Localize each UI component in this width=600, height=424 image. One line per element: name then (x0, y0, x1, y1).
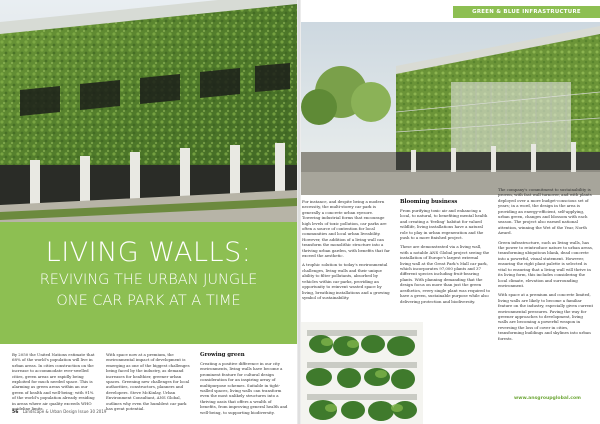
left-column-2 (106, 352, 192, 415)
planter-photo (301, 322, 423, 424)
paragraph: With space now at a premium, the environmental impact of development is emerging as one of the biggest challenges being faced by the industry, as demand increases for healthier, greener urban spaces. Greening new challenges for local authorities, constructors, planners and developers. Steve McKinlay, Urban Environment Consultant, ANS Global, outlines why even the humblest car park has great potential. (106, 352, 190, 412)
paragraph: From purifying toxic air and enhancing a local, to natural, to benefiting mental health and creating a 'feeling' habitat for valued wildlife, living installations have a natural role to play in urban regeneration and the push to a more finished project. (400, 208, 488, 241)
paragraph: Creating a positive difference in our city environments, living walls have become a prominent feature for cultural design consideration for an inspiring array of multipurpose schemes. Suitable in tight-walled spaces, living walls can transform even the most unlikely structures into a thriving oasis that offers a wealth of benefits, from improving general health and well-being, to supporting biodiversity. (200, 361, 288, 415)
headline-subtitle-line2: ONE CAR PARK AT A TIME (56, 293, 241, 309)
subheading-blooming-business: Blooming business (400, 199, 458, 205)
paragraph: With space at a premium and concrete limited, living walls are likely to become a familiar feature on the industry, especially given current environmental pressures. Paving the way for greener approaches to development, living walls are becoming a powerful weapon in reversing the loss of cover in cities, transforming buildings and skylines into urban forests. (498, 292, 594, 341)
right-column-2 (400, 199, 490, 308)
car-park-photo (301, 22, 600, 195)
right-column-1 (302, 199, 392, 304)
paragraph: For instance, and despite being a modern necessity, the multi-storey car park is generally a concrete urban eyesore. Towering industrial forms that encourage high levels of toxic pollution, car parks are often a source of contention for local communities and local urban liveability. However, the addition of a living wall can transform the monolithic structure into a thriving urban garden, with benefits that far exceed the aesthetic. (302, 199, 390, 259)
left-column-3 (200, 352, 288, 419)
website-link[interactable]: www.ansgroupglobal.com (514, 396, 581, 401)
left-column-1 (12, 352, 98, 415)
headline-subtitle-line1: REVIVING THE URBAN JUNGLE (39, 272, 258, 288)
page-number: 56 (12, 410, 19, 415)
paragraph: The company's commitment to sustainability is proven, with fast wall turnover, and with plants deployed over a more budget-conscious set of years; in a word, the design in the area is providing an energy-efficient, self-applying, urban green, changes and blossom with each season. The project also earned national attention, winning the Wet of the Year, North Award. (498, 187, 592, 236)
right-column-3 (498, 187, 594, 345)
paragraph: Green infrastructure, such as living walls, has the power to reintroduce nature to urban areas, transforming ubiquitous blank, dead concrete into a powerful, visual statement. However, ensuring the right plant palette is selected is vital to ensuring that a living wall will thrive in its living form, this includes considering the local climate, elevation and surrounding environment. (498, 239, 594, 288)
section-tab: GREEN & BLUE INFRASTRUCTURE (453, 6, 600, 18)
page-folio (12, 409, 106, 415)
headline-block (0, 222, 297, 344)
subheading-growing-green: Growing green (200, 352, 245, 358)
paragraph: By 2050 the United Nations estimate that 68% of the world's population will live in urban areas. In cities construction on the increase to accommodate ever-swelled cities, green areas are rapidly being exploited for much needed space. This is alarming as green areas within an our green of health and well-being; with 91% of the world's population already residing in areas where air quality exceeds WHO guideline limits. (12, 352, 95, 412)
headline-title: LIVING WALLS: (45, 237, 252, 268)
paragraph: These are demonstrated via a living wall, with a notable ANS Global project seeing the installation of Europe's largest external living wall at the Great Park's Mall car park, which incorporates 97,000 plants and 37 different species including fruit-bearing plants. With planning demanding that the design focus on more than just the green aesthetics, every single plant was required to have a green, sustainable purpose while also delivering protection and biodiversity. (400, 244, 491, 304)
hero-photo (0, 0, 297, 222)
publication-name: Landscape & Urban Design Issue 30 2019 (22, 409, 107, 414)
paragraph: A trophic solution to today's environmental challenges, living walls and their unique ability to filter pollutants, absorbed by vehicles within car parks, providing an opportunity to reinvent wasted space by living, breathing installations and a growing symbol of sustainability. (302, 262, 390, 300)
